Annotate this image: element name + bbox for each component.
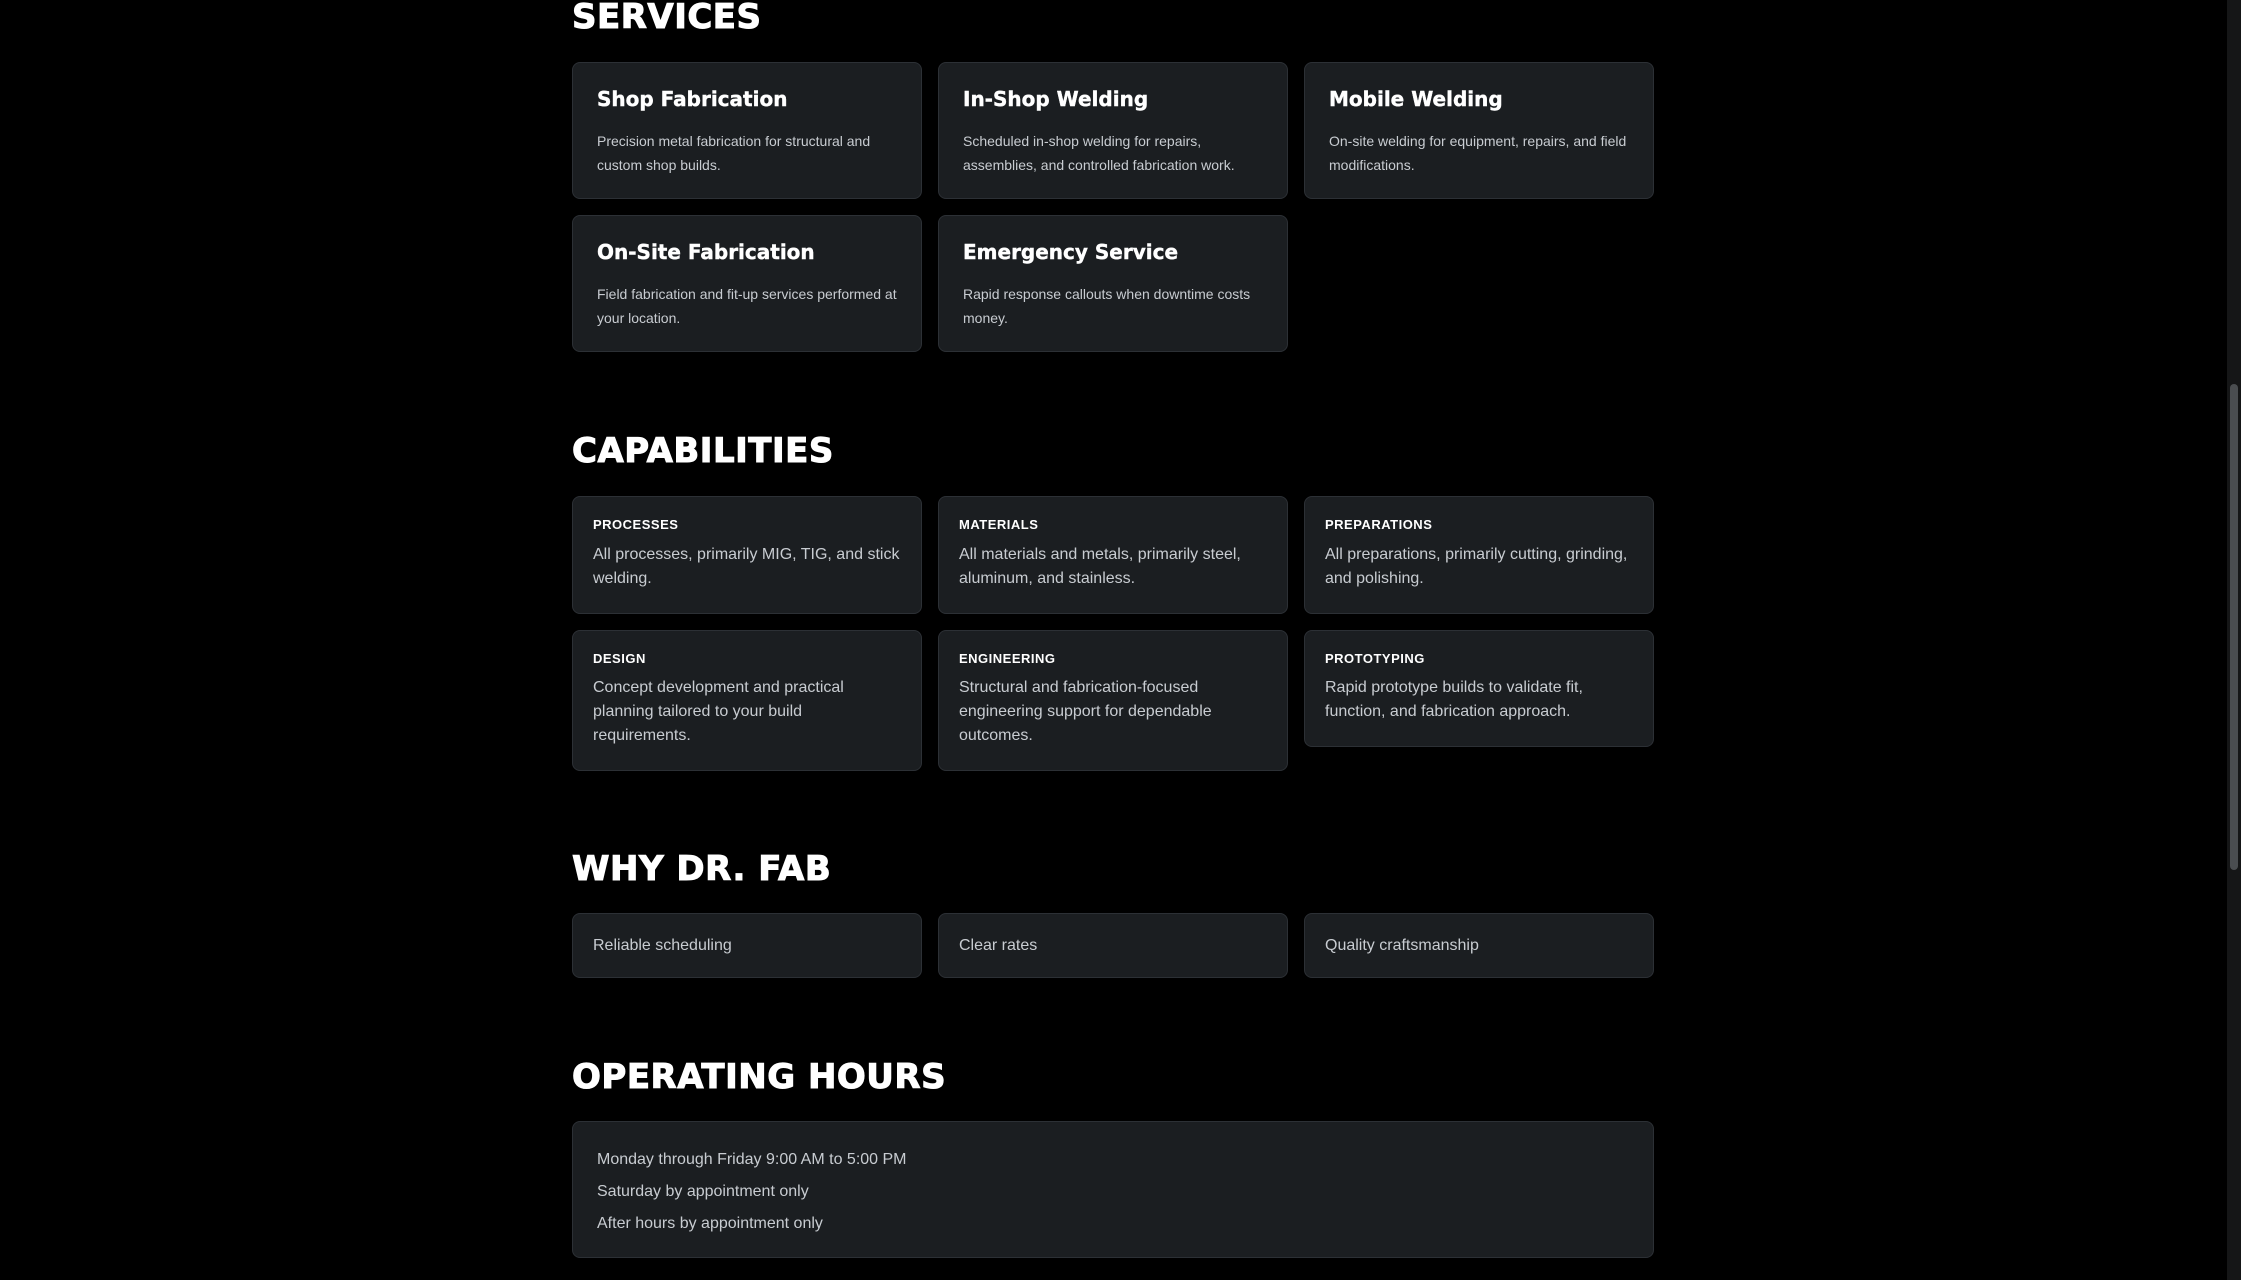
capability-label: MATERIALS bbox=[959, 517, 1039, 532]
capability-description: All materials and metals, primarily steel, aluminum, and stainless. bbox=[959, 545, 1241, 587]
hours-saturday: Saturday by appointment only bbox=[597, 1183, 809, 1200]
page-scrollbar[interactable] bbox=[2227, 0, 2241, 1280]
services-heading: SERVICES bbox=[572, 0, 762, 37]
service-name: In-Shop Welding bbox=[963, 87, 1149, 111]
capabilities-heading: CAPABILITIES bbox=[572, 431, 834, 471]
operating-hours-card bbox=[572, 1121, 1654, 1258]
service-card-emergency-service bbox=[938, 215, 1288, 352]
service-description: Precision metal fabrication for structural and custom shop builds. bbox=[597, 133, 871, 173]
capability-description: All processes, primarily MIG, TIG, and stick welding. bbox=[593, 545, 900, 587]
capability-label: PREPARATIONS bbox=[1325, 517, 1433, 532]
service-name: Mobile Welding bbox=[1329, 87, 1503, 111]
capability-card-processes bbox=[572, 496, 922, 614]
service-description: On-site welding for equipment, repairs, and field modifications. bbox=[1329, 133, 1627, 173]
capability-label: ENGINEERING bbox=[959, 650, 1056, 666]
hours-after-hours: After hours by appointment only bbox=[597, 1215, 823, 1232]
hours-weekday: Monday through Friday 9:00 AM to 5:00 PM bbox=[597, 1151, 907, 1168]
capability-card-materials bbox=[938, 496, 1288, 614]
service-name: Shop Fabrication bbox=[597, 87, 788, 111]
capabilities-grid bbox=[572, 496, 1654, 771]
services-grid bbox=[572, 62, 1654, 352]
operating-hours-heading: OPERATING HOURS bbox=[572, 1057, 947, 1097]
service-name: Emergency Service bbox=[963, 240, 1179, 264]
why-item-quality-craftsmanship: Quality craftsmanship bbox=[1304, 913, 1654, 978]
capability-card-preparations bbox=[1304, 496, 1654, 614]
capability-description: Concept development and practical planning tailored to your build requirements. bbox=[593, 679, 844, 745]
service-card-in-shop-welding bbox=[938, 62, 1288, 199]
capability-card-design bbox=[572, 630, 922, 772]
why-heading: WHY DR. FAB bbox=[572, 849, 832, 889]
capability-label: PROTOTYPING bbox=[1325, 650, 1425, 666]
capability-label: DESIGN bbox=[593, 650, 646, 666]
service-description: Scheduled in-shop welding for repairs, assemblies, and controlled fabrication work. bbox=[963, 133, 1235, 173]
service-card-on-site-fabrication bbox=[572, 215, 922, 352]
capability-description: All preparations, primarily cutting, grinding, and polishing. bbox=[1325, 545, 1628, 587]
capability-description: Structural and fabrication-focused engineering support for dependable outcomes. bbox=[959, 679, 1212, 745]
why-grid bbox=[572, 913, 1654, 978]
capability-description: Rapid prototype builds to validate fit, function, and fabrication approach. bbox=[1325, 679, 1583, 721]
why-item-reliable-scheduling: Reliable scheduling bbox=[572, 913, 922, 978]
capability-card-engineering bbox=[938, 630, 1288, 772]
capability-label: PROCESSES bbox=[593, 517, 679, 532]
service-card-shop-fabrication bbox=[572, 62, 922, 199]
service-description: Rapid response callouts when downtime costs money. bbox=[963, 286, 1251, 326]
capability-card-prototyping bbox=[1304, 630, 1654, 748]
scrollbar-thumb[interactable] bbox=[2230, 384, 2238, 870]
service-description: Field fabrication and fit-up services performed at your location. bbox=[597, 286, 897, 326]
service-card-mobile-welding bbox=[1304, 62, 1654, 199]
why-item-clear-rates: Clear rates bbox=[938, 913, 1288, 978]
service-name: On-Site Fabrication bbox=[597, 240, 815, 264]
